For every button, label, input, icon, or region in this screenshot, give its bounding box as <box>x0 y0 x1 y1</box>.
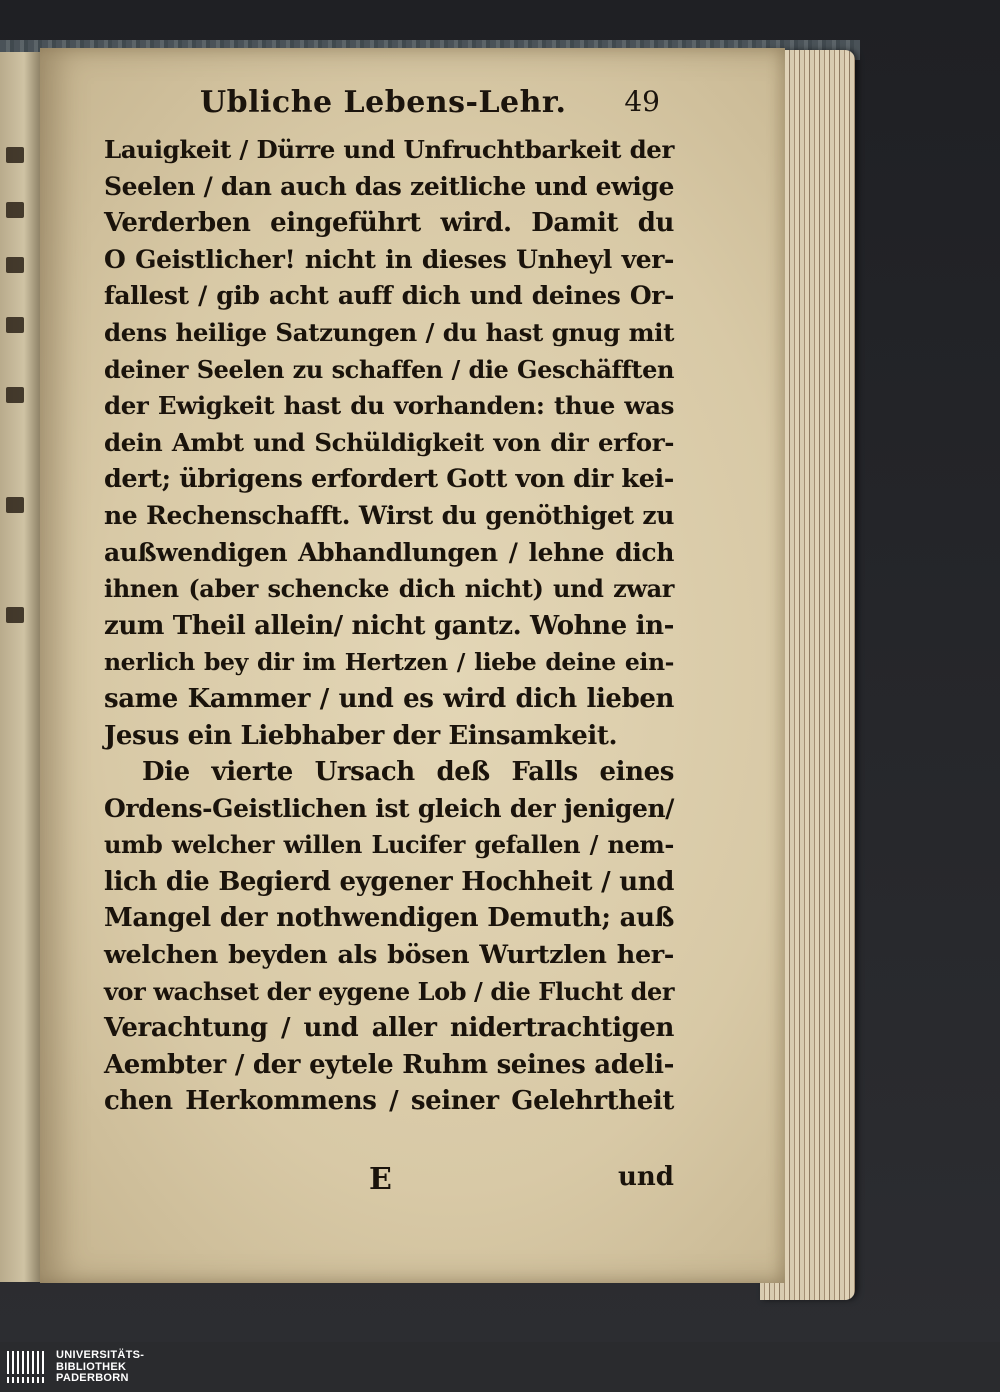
text-line: Seelen / dan auch das zeitliche und ewige <box>104 171 674 201</box>
previous-page-text-fragment <box>6 147 24 163</box>
previous-page-text-fragment <box>6 317 24 333</box>
text-line: Aembter / der eytele Ruhm seines adeli- <box>104 1049 674 1080</box>
text-line: dert; übrigens erfordert Gott von dir kei- <box>104 464 674 495</box>
text-line: dens heilige Satzungen / du hast gnug mit <box>104 317 674 347</box>
text-line: vor wachset der eygene Lob / die Flucht der <box>104 976 675 1006</box>
previous-page-edge <box>0 52 42 1282</box>
text-line: welchen beyden als bösen Wurtzlen her- <box>104 940 674 971</box>
page-header <box>200 85 660 125</box>
page-footer <box>104 1162 674 1202</box>
text-line: ihnen (aber schencke dich nicht) und zwar <box>104 574 674 604</box>
text-line: chen Herkommens / seiner Gelehrtheit <box>104 1086 674 1117</box>
text-line: Verderben eingeführt wird. Damit du <box>104 208 674 239</box>
text-line: umb welcher willen Lucifer gefallen / nem- <box>104 830 674 860</box>
library-name-line: PADERBORN <box>56 1372 129 1384</box>
university-library-logo-icon <box>6 1349 46 1385</box>
previous-page-text-fragment <box>6 607 24 623</box>
text-line: Lauigkeit / Dürre und Unfruchtbarkeit der <box>104 135 674 164</box>
paragraph-first-line: Die vierte Ursach deß Falls eines <box>142 757 674 788</box>
running-head: Ubliche Lebens-Lehr. <box>200 85 567 120</box>
text-line: außwendigen Abhandlungen / lehne dich <box>104 537 674 567</box>
library-logo-bar <box>0 1342 1000 1392</box>
text-line: nerlich bey dir im Hertzen / liebe deine ein- <box>104 648 674 677</box>
library-name <box>56 1350 144 1385</box>
text-line: Mangel der nothwendigen Demuth; auß <box>104 903 674 934</box>
text-line: Verachtung / und aller nidertrachtigen <box>104 1013 674 1044</box>
previous-page-text-fragment <box>6 497 24 513</box>
text-line: zum Theil allein/ nicht gantz. Wohne in- <box>104 610 674 641</box>
text-line: Ordens-Geistlichen ist gleich der jenigen/ <box>104 793 674 823</box>
text-line: lich die Begierd eygener Hochheit / und <box>104 866 674 897</box>
library-name-line: UNIVERSITÄTS- <box>56 1349 145 1361</box>
previous-page-text-fragment <box>6 257 24 273</box>
text-line: deiner Seelen zu schaffen / die Geschäfften <box>104 354 674 384</box>
text-line: der Ewigkeit hast du vorhanden: thue was <box>104 391 674 421</box>
text-line: same Kammer / und es wird dich lieben <box>104 683 674 714</box>
body-text <box>104 132 674 1120</box>
text-line: fallest / gib acht auff dich und deines Or- <box>104 281 674 311</box>
previous-page-text-fragment <box>6 387 24 403</box>
text-line: Jesus ein Liebhaber der Einsamkeit. <box>104 720 618 751</box>
catchword: und <box>618 1162 674 1192</box>
previous-page-text-fragment <box>6 202 24 218</box>
page-number: 49 <box>624 85 660 118</box>
text-line: O Geistlicher! nicht in dieses Unheyl ver- <box>104 244 674 274</box>
text-line: dein Ambt und Schüldigkeit von dir erfor- <box>104 427 674 457</box>
text-line: ne Rechenschafft. Wirst du genöthiget zu <box>104 500 674 530</box>
library-name-line: BIBLIOTHEK <box>56 1360 127 1373</box>
signature-mark: E <box>369 1162 392 1197</box>
